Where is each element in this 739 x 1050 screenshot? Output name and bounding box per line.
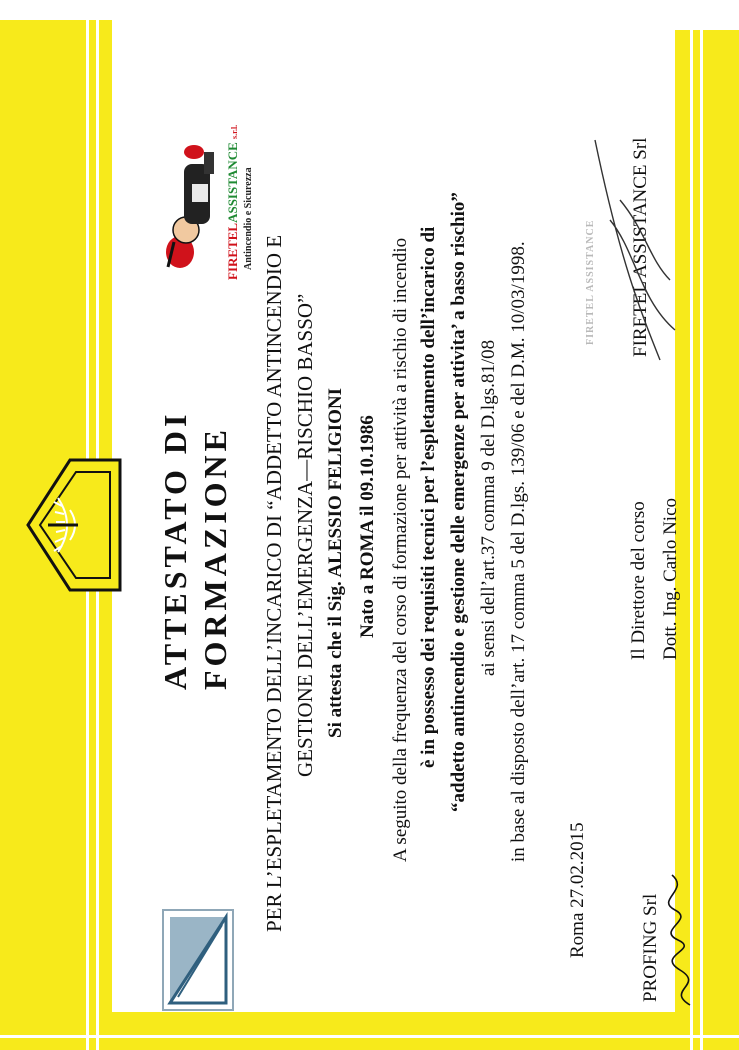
director-role: Il Direttore del corso [628,501,649,660]
signer-left: PROFING Srl [640,893,661,1002]
firetel-tagline: Antincendio e Sicurezza [243,167,254,270]
title-line-1: ATTESTATO DI [157,410,193,690]
body-line-1: A seguito della frequenza del corso di formazione per attività a rischio di incendio [390,237,411,862]
right-signature-icon [580,130,690,370]
brand-suffix: s.r.l. [230,124,239,139]
purpose-line-2: GESTIONE DELL’EMERGENZA—RISCHIO BASSO” [293,293,317,777]
title-line-2: FORMAZIONE [197,426,233,690]
director-name: Dott. Ing. Carlo Nico [660,497,681,660]
body-line-3: “addetto antincendio e gestione delle emergenze per attivita’ a basso rischio” [448,192,469,812]
company-stamp: FIRETEL ASSISTANCE [585,219,596,345]
body-line-4: ai sensi dell’art.37 comma 9 del D.lgs.81/08 [478,339,499,676]
body-line-2: è in possesso dei requisiti tecnici per l’espletamento dell’incarico di [418,226,439,768]
firetel-brand-name [225,125,241,280]
purpose-line-1: PER L’ESPLETAMENTO DELL’INCARICO DI “ADDETTO ANTINCENDIO E [262,234,286,932]
left-signature-icon [660,870,710,1010]
signer-right: FIRETEL ASSISTANCE Srl [630,137,651,357]
brand-red-text: FIRETEL [225,222,240,280]
date-line: Roma 27.02.2015 [567,822,588,958]
birth-line: Nato a ROMA il 09.10.1986 [357,415,378,638]
attest-line: Si attesta che il Sig. ALESSIO FELIGIONI [325,388,346,738]
body-line-5: in base al disposto dell’art. 17 comma 5 del D.lgs. 139/06 e del D.M. 10/03/1998. [508,241,529,862]
brand-green-text: ASSISTANCE [225,142,240,223]
